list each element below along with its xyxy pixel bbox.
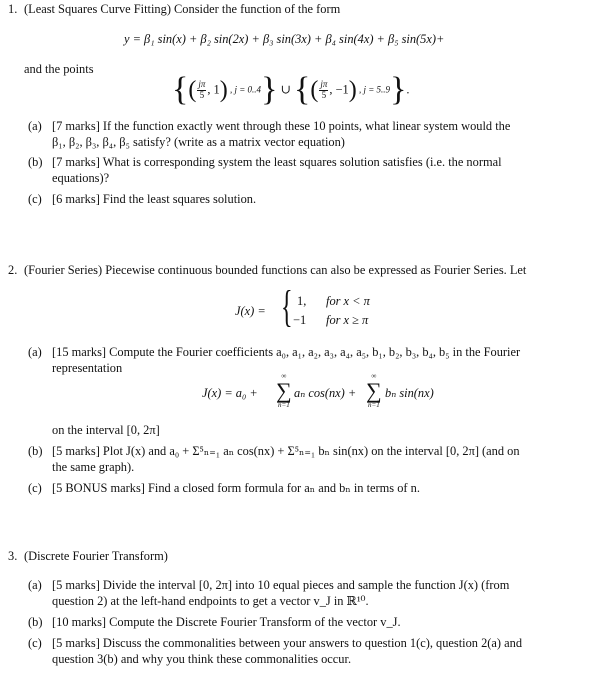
q1-number: 1. xyxy=(8,2,18,16)
q2-a-label: (a) xyxy=(28,345,42,359)
q2-case2-condition: for x ≥ π xyxy=(326,313,369,327)
q3-c-label: (c) xyxy=(28,636,42,650)
q2-b-line1: [5 marks] Plot J(x) and a₀ + Σ⁵ₙ₌₁ aₙ cos(nx) + Σ⁵ₙ₌₁ bₙ sin(nx) on the interval [0, 2π] (and on xyxy=(52,444,520,458)
q2-b-line2: the same graph). xyxy=(52,460,135,474)
q3-a-line2: question 2) at the left-hand endpoints to get a vector v_J in ℝ¹⁰. xyxy=(52,594,369,608)
q3-number: 3. xyxy=(8,549,18,563)
q1-a-label: (a) xyxy=(28,119,42,133)
q2-interval-line: on the interval [0, 2π] xyxy=(52,423,160,437)
q2-sum1-top: ∞ xyxy=(281,372,287,380)
q2-b-label: (b) xyxy=(28,444,43,458)
q1-point-sets: {( $\frac{j\pi}{5}$ , 1) , j = 0..4} ∪ {( $\frac{j\pi}{5}$ , −1) , j = 5..9}. xyxy=(172,71,410,108)
q3-b-label: (b) xyxy=(28,615,43,629)
q1-b-label: (b) xyxy=(28,155,43,169)
q2-a-line2: representation xyxy=(52,361,123,375)
q2-series-lhs: J(x) = a₀ + xyxy=(202,386,258,400)
q2-def-lhs: J(x) = xyxy=(235,304,266,318)
q2-intro: (Fourier Series) Piecewise continuous bounded functions can also be expressed as Fourier Series. Let xyxy=(24,263,527,277)
q2-sum2-bottom: n=1 xyxy=(367,401,380,409)
q2-brace: { xyxy=(281,282,293,331)
q1-equation: y = β₁ sin(x) + β₂ sin(2x) + β₃ sin(3x) + β₄ sin(4x) + β₅ sin(5x)+ xyxy=(124,32,445,46)
q2-case1-value: 1, xyxy=(297,294,307,308)
q2-number: 2. xyxy=(8,263,18,277)
q2-sum2: ∞ ∑ n=1 xyxy=(366,372,382,409)
q1-set-right-range: j = 5..9 xyxy=(363,84,391,95)
q3-c-line2: question 3(b) and why you think these commonalities occur. xyxy=(52,652,352,666)
q2-series-mid: aₙ cos(nx) + xyxy=(294,386,357,400)
q2-a-line1: [15 marks] Compute the Fourier coefficients a₀, a₁, a₂, a₃, a₄, a₅, b₁, b₂, b₃, b₄, b₅ in the Fourier xyxy=(52,345,521,359)
q1-title: (Least Squares Curve Fitting) Consider the function of the form xyxy=(24,2,341,16)
q2-series-end: bₙ sin(nx) xyxy=(385,386,434,400)
q2-case2-value: −1 xyxy=(293,313,307,327)
q1-a-line1: [7 marks] If the function exactly went through these 10 points, what linear system would the xyxy=(52,119,511,133)
q2-case1-condition: for x < π xyxy=(326,294,370,308)
q1-c-label: (c) xyxy=(28,192,42,206)
q2-sum2-top: ∞ xyxy=(371,372,377,380)
q1-c-line1: [6 marks] Find the least squares solution. xyxy=(52,192,257,206)
q1-set-left-range: j = 0..4 xyxy=(234,84,262,95)
q2-sum1-bottom: n=1 xyxy=(277,401,290,409)
q2-c-label: (c) xyxy=(28,481,42,495)
q3-a-label: (a) xyxy=(28,578,42,592)
q2-sum1: ∞ ∑ n=1 xyxy=(276,372,292,409)
q1-b-line2: equations)? xyxy=(52,171,110,185)
q3-a-line1: [5 marks] Divide the interval [0, 2π] into 10 equal pieces and sample the function J(x) (from xyxy=(52,578,510,592)
q1-b-line1: [7 marks] What is corresponding system the least squares solution satisfies (i.e. the normal xyxy=(52,155,502,169)
q3-title: (Discrete Fourier Transform) xyxy=(24,549,168,563)
q1-a-line2: β₁, β₂, β₃, β₄, β₅ satisfy? (write as a matrix vector equation) xyxy=(52,135,345,149)
q2-c-line1: [5 BONUS marks] Find a closed form formula for aₙ and bₙ in terms of n. xyxy=(52,481,420,495)
q1-points-intro: and the points xyxy=(24,62,94,76)
q1-union: ∪ xyxy=(280,82,291,97)
q3-c-line1: [5 marks] Discuss the commonalities between your answers to question 1(c), question 2(a) and xyxy=(52,636,523,650)
q3-b-line1: [10 marks] Compute the Discrete Fourier Transform of the vector v_J. xyxy=(52,615,401,629)
